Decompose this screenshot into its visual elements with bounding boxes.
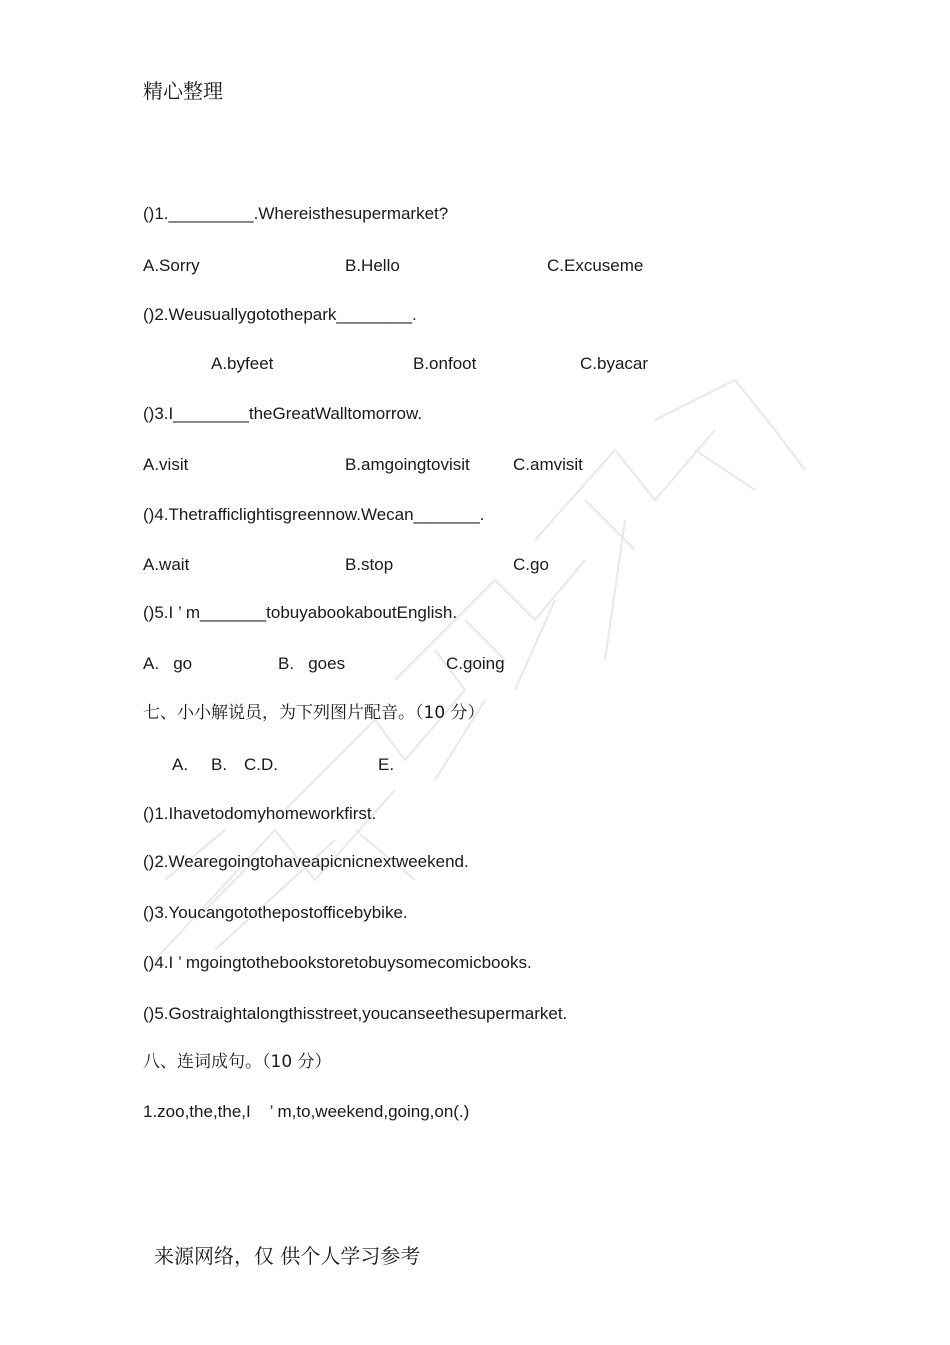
answer-option: C.go (513, 555, 549, 574)
page-header: 精心整理 (143, 79, 223, 103)
picture-label: E. (378, 755, 395, 774)
picture-label: C.D. (244, 755, 278, 774)
section-title: 七、小小解说员，为下列图片配音。（10 分） (143, 703, 485, 723)
matching-item: ()5.Gostraightalongthisstreet,youcanseethesupermarket. (143, 1004, 568, 1023)
answer-option: A.Sorry (143, 256, 200, 275)
answer-option: A.byfeet (211, 354, 274, 373)
picture-label: B. (211, 755, 228, 774)
sentence-item: 1.zoo,the,the,I ’ m,to,weekend,going,on(.) (143, 1102, 470, 1121)
question-stem: ()1._________.Whereisthesupermarket? (143, 204, 449, 223)
answer-option: C.going (446, 654, 505, 673)
section-title: 八、连词成句。（10 分） (143, 1052, 332, 1072)
answer-option: C.amvisit (513, 455, 583, 474)
question-stem: ()3.I________theGreatWalltomorrow. (143, 404, 423, 423)
answer-option: A.wait (143, 555, 190, 574)
question-stem: ()2.Weusuallygotothepark________. (143, 305, 417, 324)
page-footer: 来源网络，仅 供个人学习参考 (154, 1244, 421, 1268)
answer-option: B.stop (345, 555, 394, 574)
matching-item: ()4.I ’ mgoingtothebookstoretobuysomecomicbooks. (143, 953, 532, 972)
question-stem: ()5.I ’ m_______tobuyabookaboutEnglish. (143, 603, 458, 622)
answer-option: B.Hello (345, 256, 400, 275)
answer-option: C.byacar (580, 354, 649, 373)
answer-option: A. go (143, 654, 193, 673)
answer-option: B.onfoot (413, 354, 477, 373)
matching-item: ()2.Wearegoingtohaveapicnicnextweekend. (143, 852, 469, 871)
matching-item: ()3.Youcangotothepostofficebybike. (143, 903, 408, 922)
answer-option: C.Excuseme (547, 256, 644, 275)
picture-label: A. (172, 755, 189, 774)
matching-item: ()1.Ihavetodomyhomeworkfirst. (143, 804, 377, 823)
answer-option: A.visit (143, 455, 189, 474)
question-stem: ()4.Thetrafficlightisgreennow.Wecan_______. (143, 505, 485, 524)
answer-option: B. goes (278, 654, 346, 673)
answer-option: B.amgoingtovisit (345, 455, 470, 474)
